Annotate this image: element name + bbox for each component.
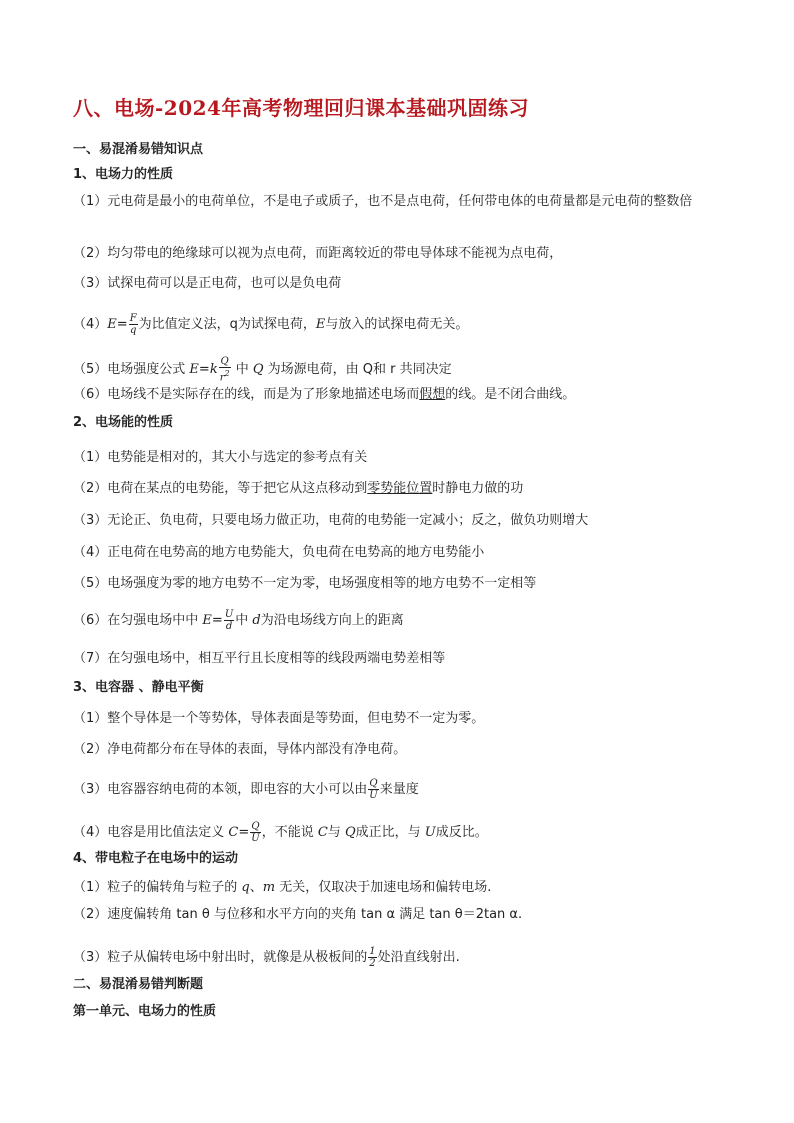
t1-item-2: （2）均匀带电的绝缘球可以视为点电荷，而距离较近的带电导体球不能视为点电荷， xyxy=(73,246,563,261)
t2-item-1: （1）电势能是相对的，其大小与选定的参考点有关 xyxy=(73,450,368,465)
fraction-q-over-u: $\frac{Q}{U}$ xyxy=(251,821,260,844)
fraction-u-over-d: $\frac{U}{d}$ xyxy=(224,609,234,632)
t2-item-7: （7）在匀强电场中，相互平行且长度相等的线段两端电势差相等 xyxy=(73,651,446,666)
fraction-f-over-q: $\frac{F}{q}$ xyxy=(129,313,137,336)
t4-item-3: （3）粒子从偏转电场中射出时，就像是从极板间的 $\frac{1}{2}$ 处沿直线射出. xyxy=(73,946,460,969)
t2-item-6: （6）在匀强电场中中 E= $\frac{U}{d}$ 中 d为沿电场线方向上的距离 xyxy=(73,609,404,632)
fraction-one-half: $\frac{1}{2}$ xyxy=(369,946,376,969)
t4-item-1: （1）粒子的偏转角与粒子的 q、m 无关，仅取决于加速电场和偏转电场. xyxy=(73,880,492,895)
section-heading-1: 一、易混淆易错知识点 xyxy=(73,142,204,157)
fraction-q-over-u: $\frac{Q}{U}$ xyxy=(369,778,378,801)
document-title: 八、电场-2024年高考物理回归课本基础巩固练习 xyxy=(73,96,529,120)
fraction-q-over-r2: $\frac{Q}{r^2}$ xyxy=(219,356,230,384)
symbol-e: E xyxy=(107,317,117,332)
topic-heading-4: 4、带电粒子在电场中的运动 xyxy=(73,851,239,866)
t1-item-3: （3）试探电荷可以是正电荷，也可以是负电荷 xyxy=(73,276,342,291)
unit-heading-1: 第一单元、电场力的性质 xyxy=(73,1004,217,1019)
t2-item-2: （2）电荷在某点的电势能，等于把它从这点移动到零势能位置时静电力做的功 xyxy=(73,481,524,496)
underlined-term: 零势能位置 xyxy=(367,481,433,496)
t2-item-4: （4）正电荷在电势高的地方电势能大，负电荷在电势高的地方电势能小 xyxy=(73,545,485,560)
t1-item-4: （4）E= $\frac{F}{q}$ 为比值定义法，q为试探电荷，E与放入的试探电荷无关。 xyxy=(73,313,469,336)
t3-item-3: （3）电容器容纳电荷的本领，即电容的大小可以由 $\frac{Q}{U}$ 来量度 xyxy=(73,778,419,801)
t2-item-3: （3）无论正、负电荷，只要电场力做正功，电荷的电势能一定减小；反之，做负功则增大 xyxy=(73,513,589,528)
topic-heading-2: 2、电场能的性质 xyxy=(73,415,174,430)
t1-item-1: （1）元电荷是最小的电荷单位，不是电子或质子，也不是点电荷，任何带电体的电荷量都是元电荷的整数倍 xyxy=(73,194,693,209)
topic-heading-1: 1、电场力的性质 xyxy=(73,167,174,182)
t1-item-6: （6）电场线不是实际存在的线，而是为了形象地描述电场而假想的线。是不闭合曲线。 xyxy=(73,387,576,402)
t3-item-4: （4）电容是用比值法定义 C= $\frac{Q}{U}$ ，不能说 C与 Q成正比，与 U成反比。 xyxy=(73,821,488,844)
t3-item-1: （1）整个导体是一个等势体，导体表面是等势面，但电势不一定为零。 xyxy=(73,711,485,726)
topic-heading-3: 3、电容器 、静电平衡 xyxy=(73,680,204,695)
t4-item-2: （2）速度偏转角 tan θ 与位移和水平方向的夹角 tan α 满足 tan θ＝2tan α. xyxy=(73,907,523,922)
section-heading-2: 二、易混淆易错判断题 xyxy=(73,977,204,992)
t1-item-5: （5）电场强度公式 E=k $\frac{Q}{r^2}$ 中 Q 为场源电荷，由 Q和 r 共同决定 xyxy=(73,356,452,384)
t2-item-5: （5）电场强度为零的地方电势不一定为零，电场强度相等的地方电势不一定相等 xyxy=(73,576,537,591)
t3-item-2: （2）净电荷都分布在导体的表面，导体内部没有净电荷。 xyxy=(73,742,407,757)
underlined-term: 假想 xyxy=(419,387,446,402)
